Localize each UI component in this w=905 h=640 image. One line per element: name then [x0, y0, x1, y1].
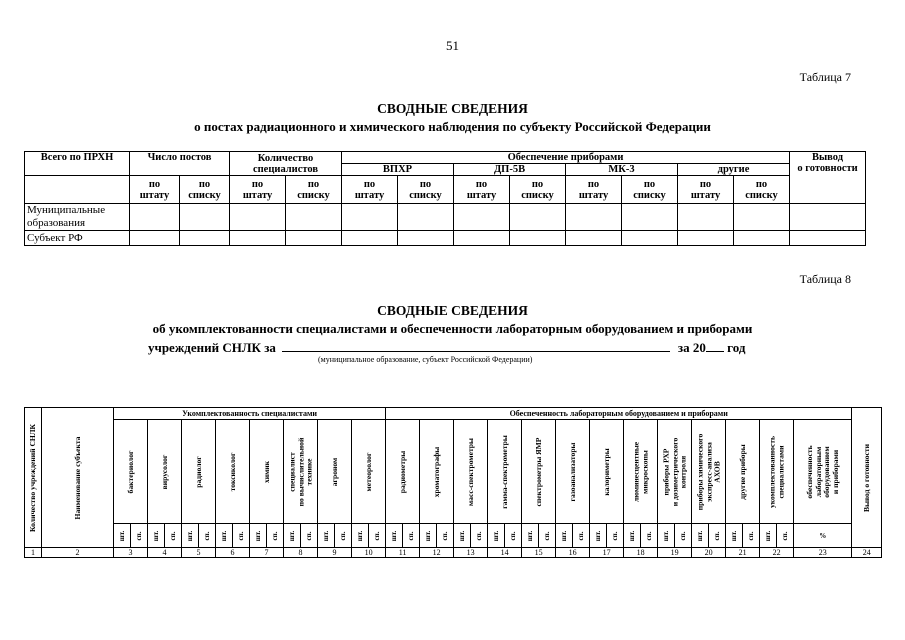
subheader-by-staff: по штату	[454, 176, 510, 204]
table7-subtitle: о постах радиационного и химического наблюдения по субъекту Российской Федерации	[194, 119, 711, 134]
equip-col-9: приборы РХР и дозиметрического контроля	[658, 420, 692, 524]
entity-blank[interactable]	[282, 340, 670, 352]
unit-sp: сп.	[709, 524, 726, 548]
column-number: 8	[284, 548, 318, 558]
unit-sht: шт.	[624, 524, 641, 548]
subheader-by-list: по списку	[398, 176, 454, 204]
subheader-by-staff: по штату	[566, 176, 622, 204]
subheader-by-staff: по штату	[342, 176, 398, 204]
table8-caption: (муниципальное образование, субъект Российской Федерации)	[318, 355, 533, 364]
unit-sp: сп.	[301, 524, 318, 548]
subheader-by-staff: по штату	[130, 176, 180, 204]
staff-col-2: вирусолог	[148, 420, 182, 524]
staff-col-3: радиолог	[182, 420, 216, 524]
column-number: 12	[420, 548, 454, 558]
unit-sp: сп.	[165, 524, 182, 548]
column-number: 15	[522, 548, 556, 558]
unit-sp: сп.	[437, 524, 454, 548]
unit-sht: шт.	[216, 524, 233, 548]
unit-sht: шт.	[692, 524, 709, 548]
column-number: 21	[726, 548, 760, 558]
page-number: 51	[446, 38, 459, 53]
column-number: 16	[556, 548, 590, 558]
column-number: 11	[386, 548, 420, 558]
unit-sht: шт.	[726, 524, 743, 548]
header-posts: Число постов	[130, 152, 230, 176]
unit-sht: шт.	[420, 524, 437, 548]
group-staffing: Укомплектованность специалистами	[114, 408, 386, 420]
equip-col-13: обеспеченность лабораторным оборудованием и приборами	[794, 420, 852, 524]
unit-sp: сп.	[403, 524, 420, 548]
column-number: 4	[148, 548, 182, 558]
unit-sp: сп.	[743, 524, 760, 548]
unit-sp: сп.	[131, 524, 148, 548]
unit-sp: сп.	[573, 524, 590, 548]
header-instruments: Обеспечение приборами	[342, 152, 790, 164]
column-number: 18	[624, 548, 658, 558]
column-number: 20	[692, 548, 726, 558]
header-vphr: ВПХР	[342, 164, 454, 176]
table7	[24, 151, 866, 246]
table8-label: Таблица 8	[799, 272, 851, 286]
unit-sht: шт.	[148, 524, 165, 548]
column-number: 13	[454, 548, 488, 558]
unit-sp: сп.	[471, 524, 488, 548]
header-readiness: Вывод о готовности	[790, 152, 866, 204]
unit-sht: шт.	[760, 524, 777, 548]
table8	[24, 407, 882, 558]
unit-sp: сп.	[641, 524, 658, 548]
unit-sp: сп.	[505, 524, 522, 548]
column-number: 24	[852, 548, 882, 558]
table7-title: СВОДНЫЕ СВЕДЕНИЯ	[377, 101, 528, 116]
row-subject-label: Субъект РФ	[25, 231, 130, 246]
equip-col-2: хроматографы	[420, 420, 454, 524]
header-specialists: Количество специалистов	[230, 152, 342, 176]
unit-sht: шт.	[386, 524, 403, 548]
equip-col-10: приборы химического экспресс-анализа АХОВ	[692, 420, 726, 524]
table7-label: Таблица 7	[799, 70, 851, 84]
subheader-by-list: по списку	[622, 176, 678, 204]
equip-col-3: масс-спектрометры	[454, 420, 488, 524]
column-number: 3	[114, 548, 148, 558]
unit-sht: шт.	[284, 524, 301, 548]
year-blank[interactable]	[706, 340, 724, 352]
empty-cell	[25, 176, 130, 204]
unit-sht: шт.	[556, 524, 573, 548]
unit-percent: %	[794, 524, 852, 548]
header-dp5v: ДП-5В	[454, 164, 566, 176]
unit-sht: шт.	[250, 524, 267, 548]
subheader-by-list: по списку	[510, 176, 566, 204]
unit-sp: сп.	[267, 524, 284, 548]
column-number: 14	[488, 548, 522, 558]
equip-col-8: люминесцентные микроскопы	[624, 420, 658, 524]
staff-col-6: специалист по вычислительной технике	[284, 420, 318, 524]
unit-sp: сп.	[369, 524, 386, 548]
header-mk3: МК-3	[566, 164, 678, 176]
equip-col-12: укомплектованность специалистами	[760, 420, 794, 524]
unit-sht: шт.	[454, 524, 471, 548]
row-municipal-label: Муниципальные образования	[25, 204, 130, 231]
header-count-snlk: Количество учреждений СНЛК	[25, 408, 42, 548]
column-number: 1	[25, 548, 42, 558]
table8-period-line: учреждений СНЛК за за 20 год	[148, 340, 746, 355]
unit-sht: шт.	[182, 524, 199, 548]
column-number: 2	[42, 548, 114, 558]
header-readiness: Вывод о готовности	[852, 408, 882, 548]
unit-sht: шт.	[114, 524, 131, 548]
table8-title: СВОДНЫЕ СВЕДЕНИЯ	[377, 303, 528, 318]
header-subject-name: Наименование субъекта	[42, 408, 114, 548]
column-number: 19	[658, 548, 692, 558]
unit-sp: сп.	[233, 524, 250, 548]
unit-sp: сп.	[607, 524, 624, 548]
column-number: 10	[352, 548, 386, 558]
group-equipment: Обеспеченность лабораторным оборудованием и приборами	[386, 408, 852, 420]
column-number: 23	[794, 548, 852, 558]
subheader-by-staff: по штату	[678, 176, 734, 204]
unit-sht: шт.	[658, 524, 675, 548]
equip-col-6: газоанализаторы	[556, 420, 590, 524]
subheader-by-staff: по штату	[230, 176, 286, 204]
unit-sht: шт.	[590, 524, 607, 548]
unit-sht: шт.	[352, 524, 369, 548]
unit-sht: шт.	[488, 524, 505, 548]
table8-subtitle: об укомплектованности специалистами и обеспеченности лабораторным оборудованием и приборами	[152, 321, 753, 336]
subheader-by-list: по списку	[734, 176, 790, 204]
column-number: 7	[250, 548, 284, 558]
staff-col-8: метеоролог	[352, 420, 386, 524]
staff-col-4: токсиколог	[216, 420, 250, 524]
unit-sht: шт.	[318, 524, 335, 548]
column-number: 22	[760, 548, 794, 558]
unit-sht: шт.	[522, 524, 539, 548]
subheader-by-list: по списку	[180, 176, 230, 204]
column-number: 17	[590, 548, 624, 558]
unit-sp: сп.	[335, 524, 352, 548]
column-number: 6	[216, 548, 250, 558]
subheader-by-list: по списку	[286, 176, 342, 204]
unit-sp: сп.	[675, 524, 692, 548]
equip-col-11: другие приборы	[726, 420, 760, 524]
unit-sp: сп.	[199, 524, 216, 548]
unit-sp: сп.	[539, 524, 556, 548]
equip-col-5: спектрометры ЯМР	[522, 420, 556, 524]
equip-col-4: гамма-спектрометры	[488, 420, 522, 524]
equip-col-1: радиометры	[386, 420, 420, 524]
equip-col-7: калориметры	[590, 420, 624, 524]
column-number: 5	[182, 548, 216, 558]
staff-col-1: бактериолог	[114, 420, 148, 524]
column-number: 9	[318, 548, 352, 558]
unit-sp: сп.	[777, 524, 794, 548]
staff-col-5: химик	[250, 420, 284, 524]
header-other: другие	[678, 164, 790, 176]
header-total: Всего по ПРХН	[25, 152, 130, 176]
staff-col-7: агроном	[318, 420, 352, 524]
